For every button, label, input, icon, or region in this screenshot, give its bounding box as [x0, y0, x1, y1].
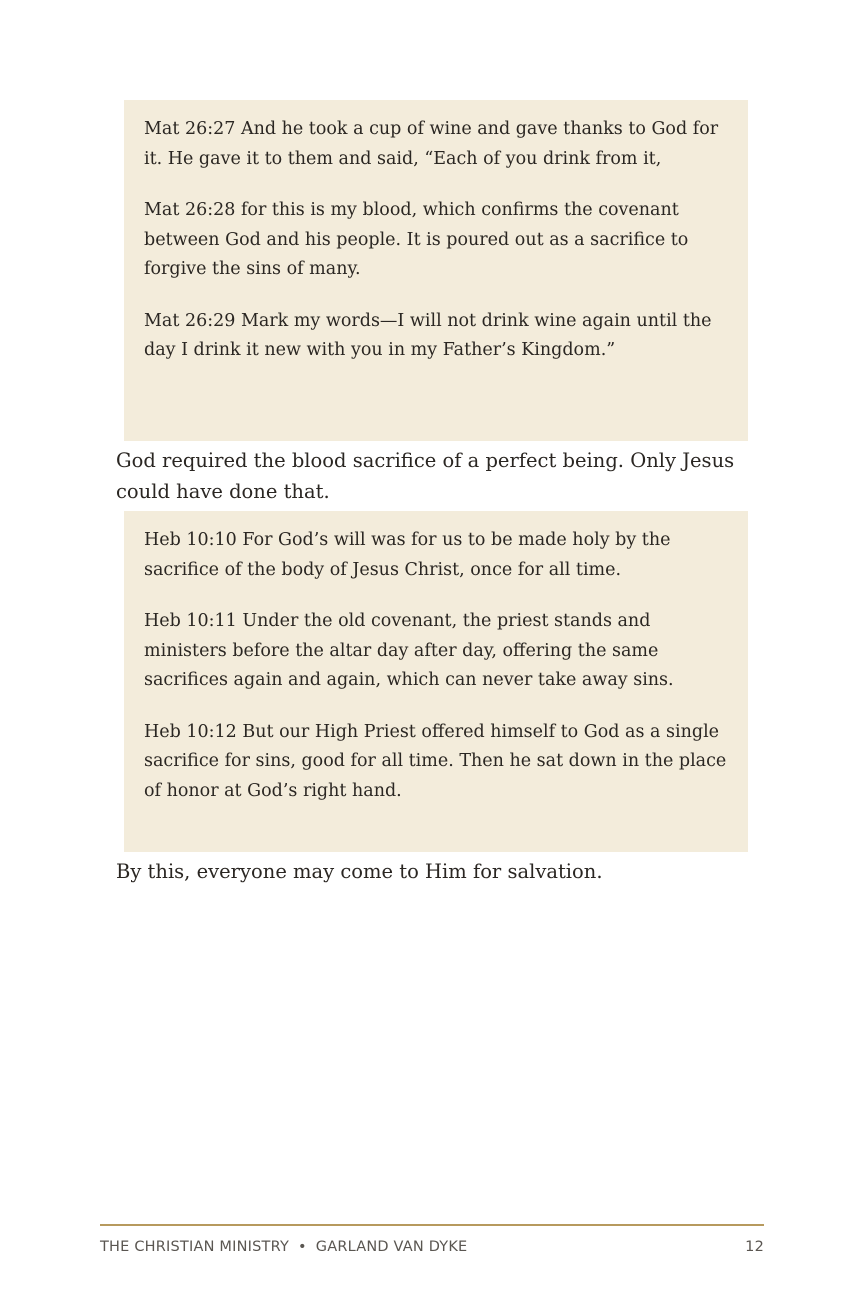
body-paragraph: By this, everyone may come to Him for salvation.: [116, 860, 603, 883]
verse-heb-10-11: Heb 10:11 Under the old covenant, the priest stands and ministers before the altar day after day, offering the same sacrifices again and again, which can never take away sins.: [144, 611, 674, 690]
footer-divider: [100, 1224, 764, 1226]
verse-heb-10-12: Heb 10:12 But our High Priest offered himself to God as a single sacrifice for sins, good for all time. Then he sat down in the place of honor at God’s right hand.: [144, 721, 727, 801]
scripture-quote-block: [124, 100, 748, 441]
page-footer: [100, 1239, 764, 1255]
footer-separator: •: [298, 1239, 307, 1255]
verse-mat-26-29: Mat 26:29 Mark my words—I will not drink wine again until the day I drink it new with you in my Father’s Kingdom.”: [144, 310, 712, 360]
scripture-quote-block: [124, 511, 748, 852]
footer-book-title: THE CHRISTIAN MINISTRY: [100, 1239, 289, 1255]
body-paragraph: God required the blood sacrifice of a perfect being. Only Jesus could have done that.: [116, 449, 735, 503]
verse-mat-26-27: Mat 26:27 And he took a cup of wine and gave thanks to God for it. He gave it to them and said, “Each of you drink from it,: [144, 119, 719, 169]
footer-author: GARLAND VAN DYKE: [315, 1239, 468, 1255]
verse-mat-26-28: Mat 26:28 for this is my blood, which confirms the covenant between God and his people. It is poured out as a sacrifice to forgive the sins of many.: [144, 200, 689, 279]
verse-heb-10-10: Heb 10:10 For God’s will was for us to be made holy by the sacrifice of the body of Jesus Christ, once for all time.: [144, 530, 671, 580]
page-number: 12: [745, 1239, 764, 1255]
